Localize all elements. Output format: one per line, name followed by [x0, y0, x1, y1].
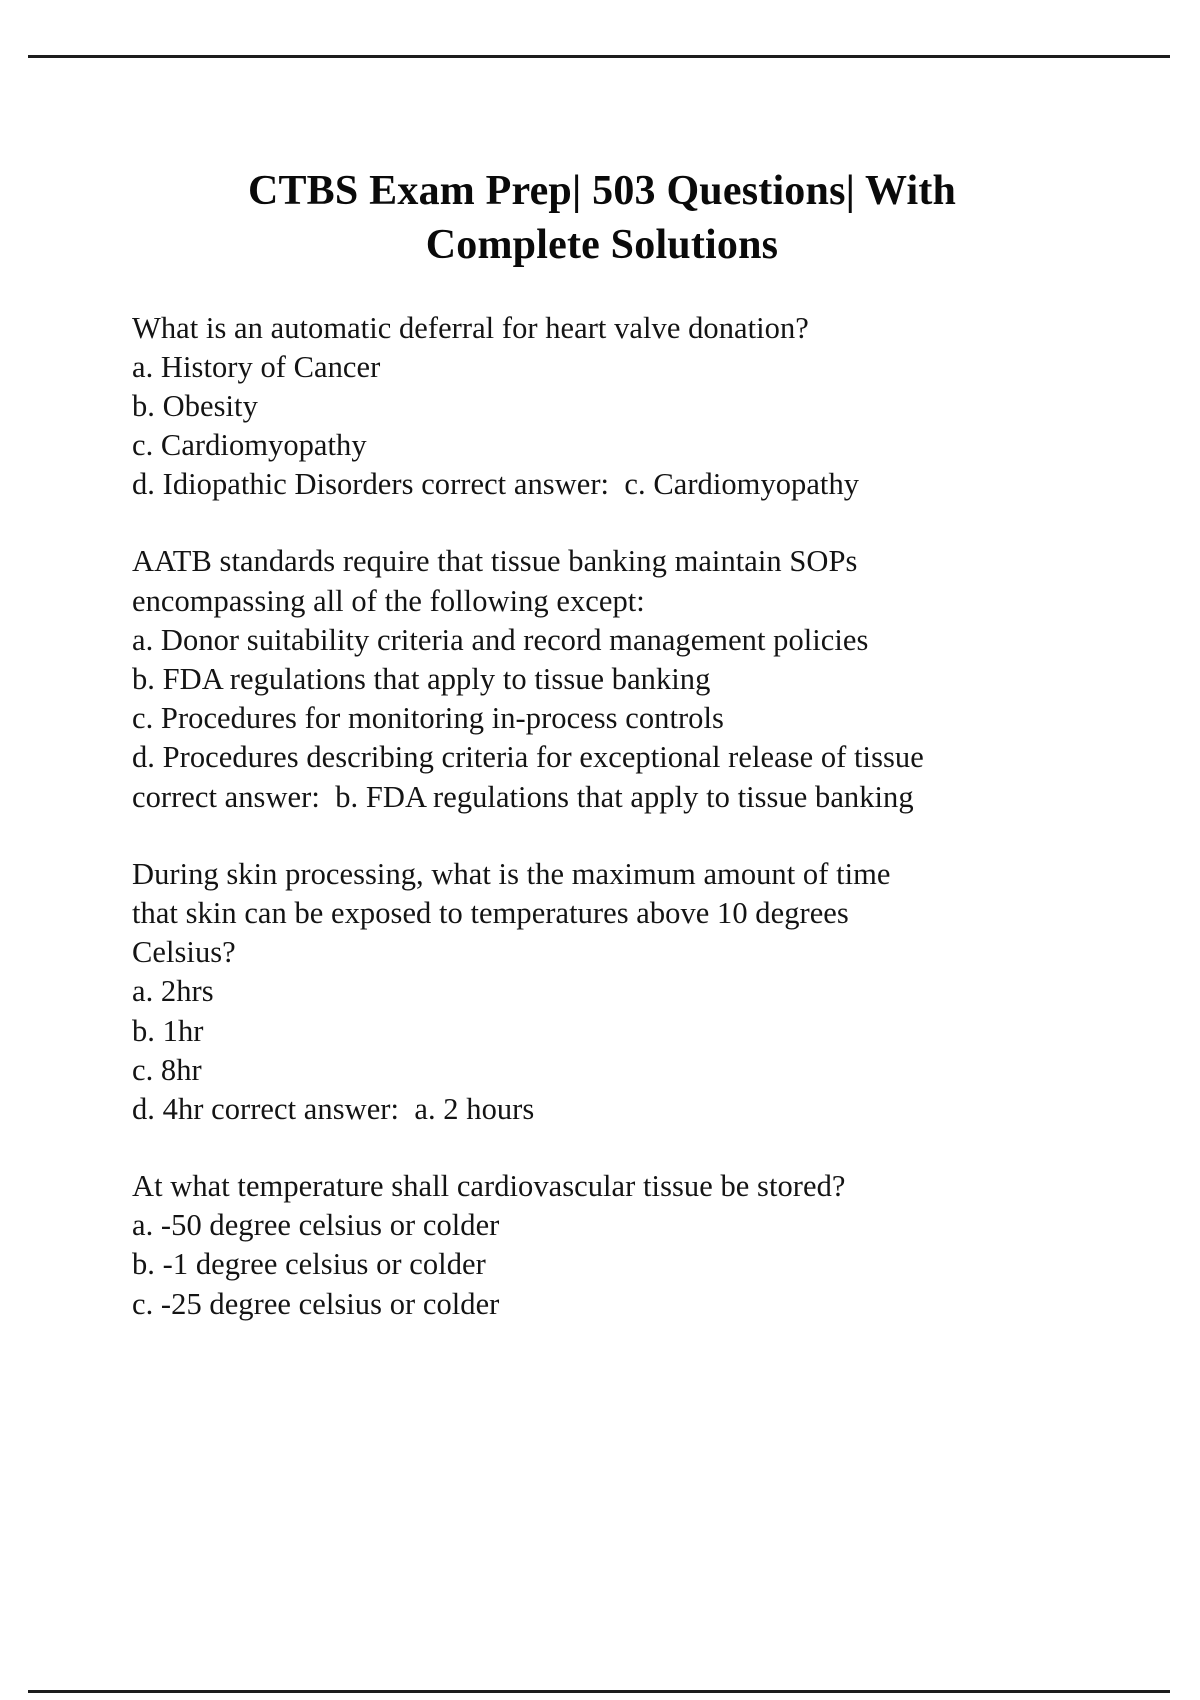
- question-block: [132, 1167, 1072, 1324]
- question-option-line: b. Obesity: [132, 388, 258, 423]
- question-option-line: b. FDA regulations that apply to tissue banking: [132, 662, 711, 696]
- question-option-line: c. -25 degree celsius or colder: [132, 1286, 500, 1321]
- question-option-line: a. -50 degree celsius or colder: [132, 1208, 500, 1243]
- question-option-line: c. 8hr: [132, 1052, 202, 1087]
- question-option-line: a. Donor suitability criteria and record management policies: [132, 622, 869, 657]
- question-answer-line: d. 4hr correct answer: a. 2 hours: [132, 1091, 535, 1126]
- page-top-rule: [28, 55, 1170, 58]
- question-option-line: b. -1 degree celsius or colder: [132, 1247, 486, 1282]
- question-prompt-line: AATB standards require that tissue banking maintain SOPs: [132, 544, 858, 579]
- question-option-line: d. Procedures describing criteria for exceptional release of tissue: [132, 740, 924, 775]
- question-prompt-line: encompassing all of the following except:: [132, 583, 645, 618]
- question-option-line: a. History of Cancer: [132, 349, 381, 384]
- document-body: [132, 165, 1072, 1362]
- question-block: [132, 309, 1072, 505]
- question-option-line: c. Cardiomyopathy: [132, 428, 367, 463]
- question-prompt-line: that skin can be exposed to temperatures above 10 degrees: [132, 895, 849, 930]
- question-prompt-line: What is an automatic deferral for heart valve donation?: [132, 310, 809, 345]
- question-prompt-line: At what temperature shall cardiovascular tissue be stored?: [132, 1169, 846, 1204]
- question-block: [132, 855, 1072, 1129]
- page-bottom-rule: [28, 1690, 1170, 1693]
- question-option-line: b. 1hr: [132, 1013, 204, 1048]
- question-option-line: c. Procedures for monitoring in-process controls: [132, 701, 724, 736]
- question-option-line: a. 2hrs: [132, 974, 214, 1009]
- question-prompt-line: During skin processing, what is the maximum amount of time: [132, 856, 891, 891]
- question-block: [132, 542, 1072, 816]
- page-title: CTBS Exam Prep| 503 Questions| With Complete Solutions: [247, 168, 957, 268]
- question-answer-line: correct answer: b. FDA regulations that apply to tissue banking: [132, 779, 914, 814]
- question-answer-line: d. Idiopathic Disorders correct answer: c. Cardiomyopathy: [132, 467, 860, 502]
- question-prompt-line: Celsius?: [132, 935, 236, 970]
